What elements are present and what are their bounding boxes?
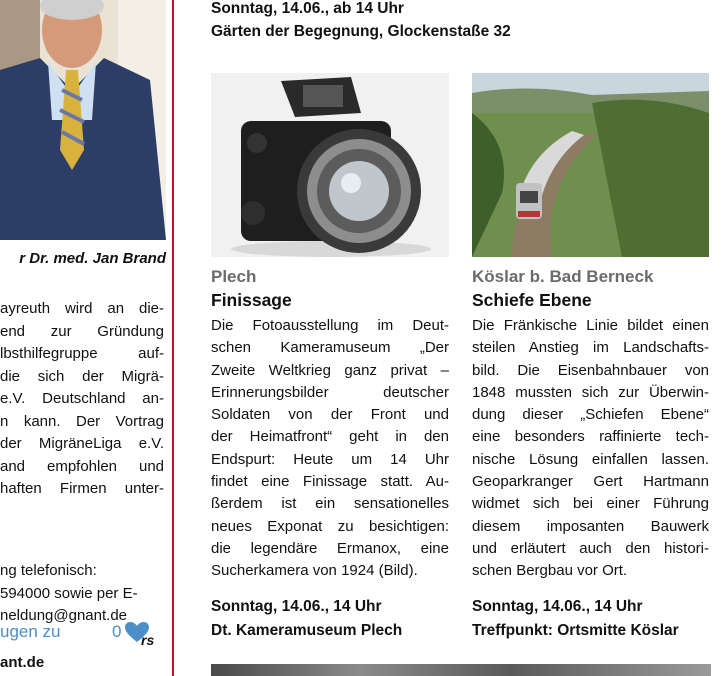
text-line: Geoparkranger Gert Hartmann <box>472 473 709 491</box>
text-line: Erinnerungsbilder deutscher <box>211 383 449 401</box>
camera-illustration <box>211 73 449 257</box>
like-count: 0 <box>112 622 122 641</box>
event-date-line: Sonntag, 14.06., ab 14 Uhr <box>211 0 404 17</box>
train-photo <box>472 73 709 257</box>
text-line: diesem imposanten Bauwerk <box>472 517 709 535</box>
text-line: ayreuth wird an die- <box>0 300 164 317</box>
text-line: eine besonders raffinierte tech- <box>472 428 709 446</box>
text-line: Die Fotoausstellung im Deut- <box>211 317 449 334</box>
article-venue: Treffpunkt: Ortsmitte Köslar <box>472 622 679 639</box>
article-title: Finissage <box>211 290 292 310</box>
text-line: ng telefonisch: <box>0 562 97 579</box>
rs-label: rs <box>141 632 155 648</box>
text-line: 1848 mussten sich zur Überwin- <box>472 383 709 401</box>
text-line: Die Fränkische Linie bildet einen <box>472 317 709 334</box>
article-location: Köslar b. Bad Berneck <box>472 267 654 286</box>
text-line: ßerdem ist ein sensationelles <box>211 495 449 513</box>
article-title: Schiefe Ebene <box>472 290 592 310</box>
portrait-photo <box>0 0 166 240</box>
text-line: end zur Gründung <box>0 322 164 340</box>
text-line: neldung@gnant.de <box>0 607 128 624</box>
text-line: steilen Anstieg im Landschafts- <box>472 339 709 357</box>
share-link[interactable]: ugen zu <box>0 622 61 641</box>
text-line: widmet sich bei einer Führung <box>472 495 709 513</box>
text-line: der Heimatfront“ geht in den <box>211 428 449 446</box>
text-line: nische Lösung einfallen lassen. <box>472 450 709 468</box>
text-line: schen Kameramuseum „Der <box>211 339 449 357</box>
left-article-text <box>0 298 164 501</box>
next-article-photo <box>211 664 711 676</box>
text-line: findet eine Finissage statt. Au- <box>211 473 449 491</box>
text-line: neues Exponat zu besichtigen: <box>211 517 449 535</box>
train-illustration <box>472 73 709 257</box>
text-line: Zweite Weltkrieg ganz privat – <box>211 361 449 379</box>
text-line: schen Bergbau vor Ort. <box>472 562 628 580</box>
photo-caption: r Dr. med. Jan Brand <box>19 250 166 267</box>
text-line: die sich der Migrä- <box>0 367 164 385</box>
text-line: der MigräneLiga e.V. <box>0 435 164 452</box>
text-line: 594000 sowie per E- <box>0 584 138 602</box>
text-line: Endspurt: Heute um 14 Uhr <box>211 450 449 468</box>
text-line: bild. Die Eisenbahnbauer von <box>472 361 709 379</box>
portrait-illustration <box>0 0 166 240</box>
text-line: and empfohlen und <box>0 457 164 475</box>
article-date: Sonntag, 14.06., 14 Uhr <box>211 598 382 615</box>
contact-info <box>0 560 164 628</box>
text-line: dung dieser „Schiefen Ebene“ <box>472 406 709 424</box>
article-body <box>211 315 449 583</box>
article-date: Sonntag, 14.06., 14 Uhr <box>472 598 643 615</box>
text-line: e.V. Deutschland an- <box>0 390 164 407</box>
text-line: Sucherkamera von 1924 (Bild). <box>211 562 418 580</box>
text-line: Soldaten von der Front und <box>211 406 449 424</box>
article-venue: Dt. Kameramuseum Plech <box>211 622 403 639</box>
text-line: die legendäre Ermanox, eine <box>211 539 449 557</box>
article-body <box>472 315 709 583</box>
text-line: n kann. Der Vortrag <box>0 412 164 430</box>
text-line: lbsthilfegruppe auf- <box>0 345 164 362</box>
text-line: haften Firmen unter- <box>0 480 164 497</box>
event-place-line: Gärten der Begegnung, Glockenstaße 32 <box>211 23 511 40</box>
text-line: und erläutert auch den histori- <box>472 539 709 557</box>
domain-fragment: ant.de <box>0 654 45 671</box>
column-divider <box>172 0 174 676</box>
share-overlay[interactable] <box>0 622 165 646</box>
article-location: Plech <box>211 267 257 286</box>
camera-photo <box>211 73 449 257</box>
